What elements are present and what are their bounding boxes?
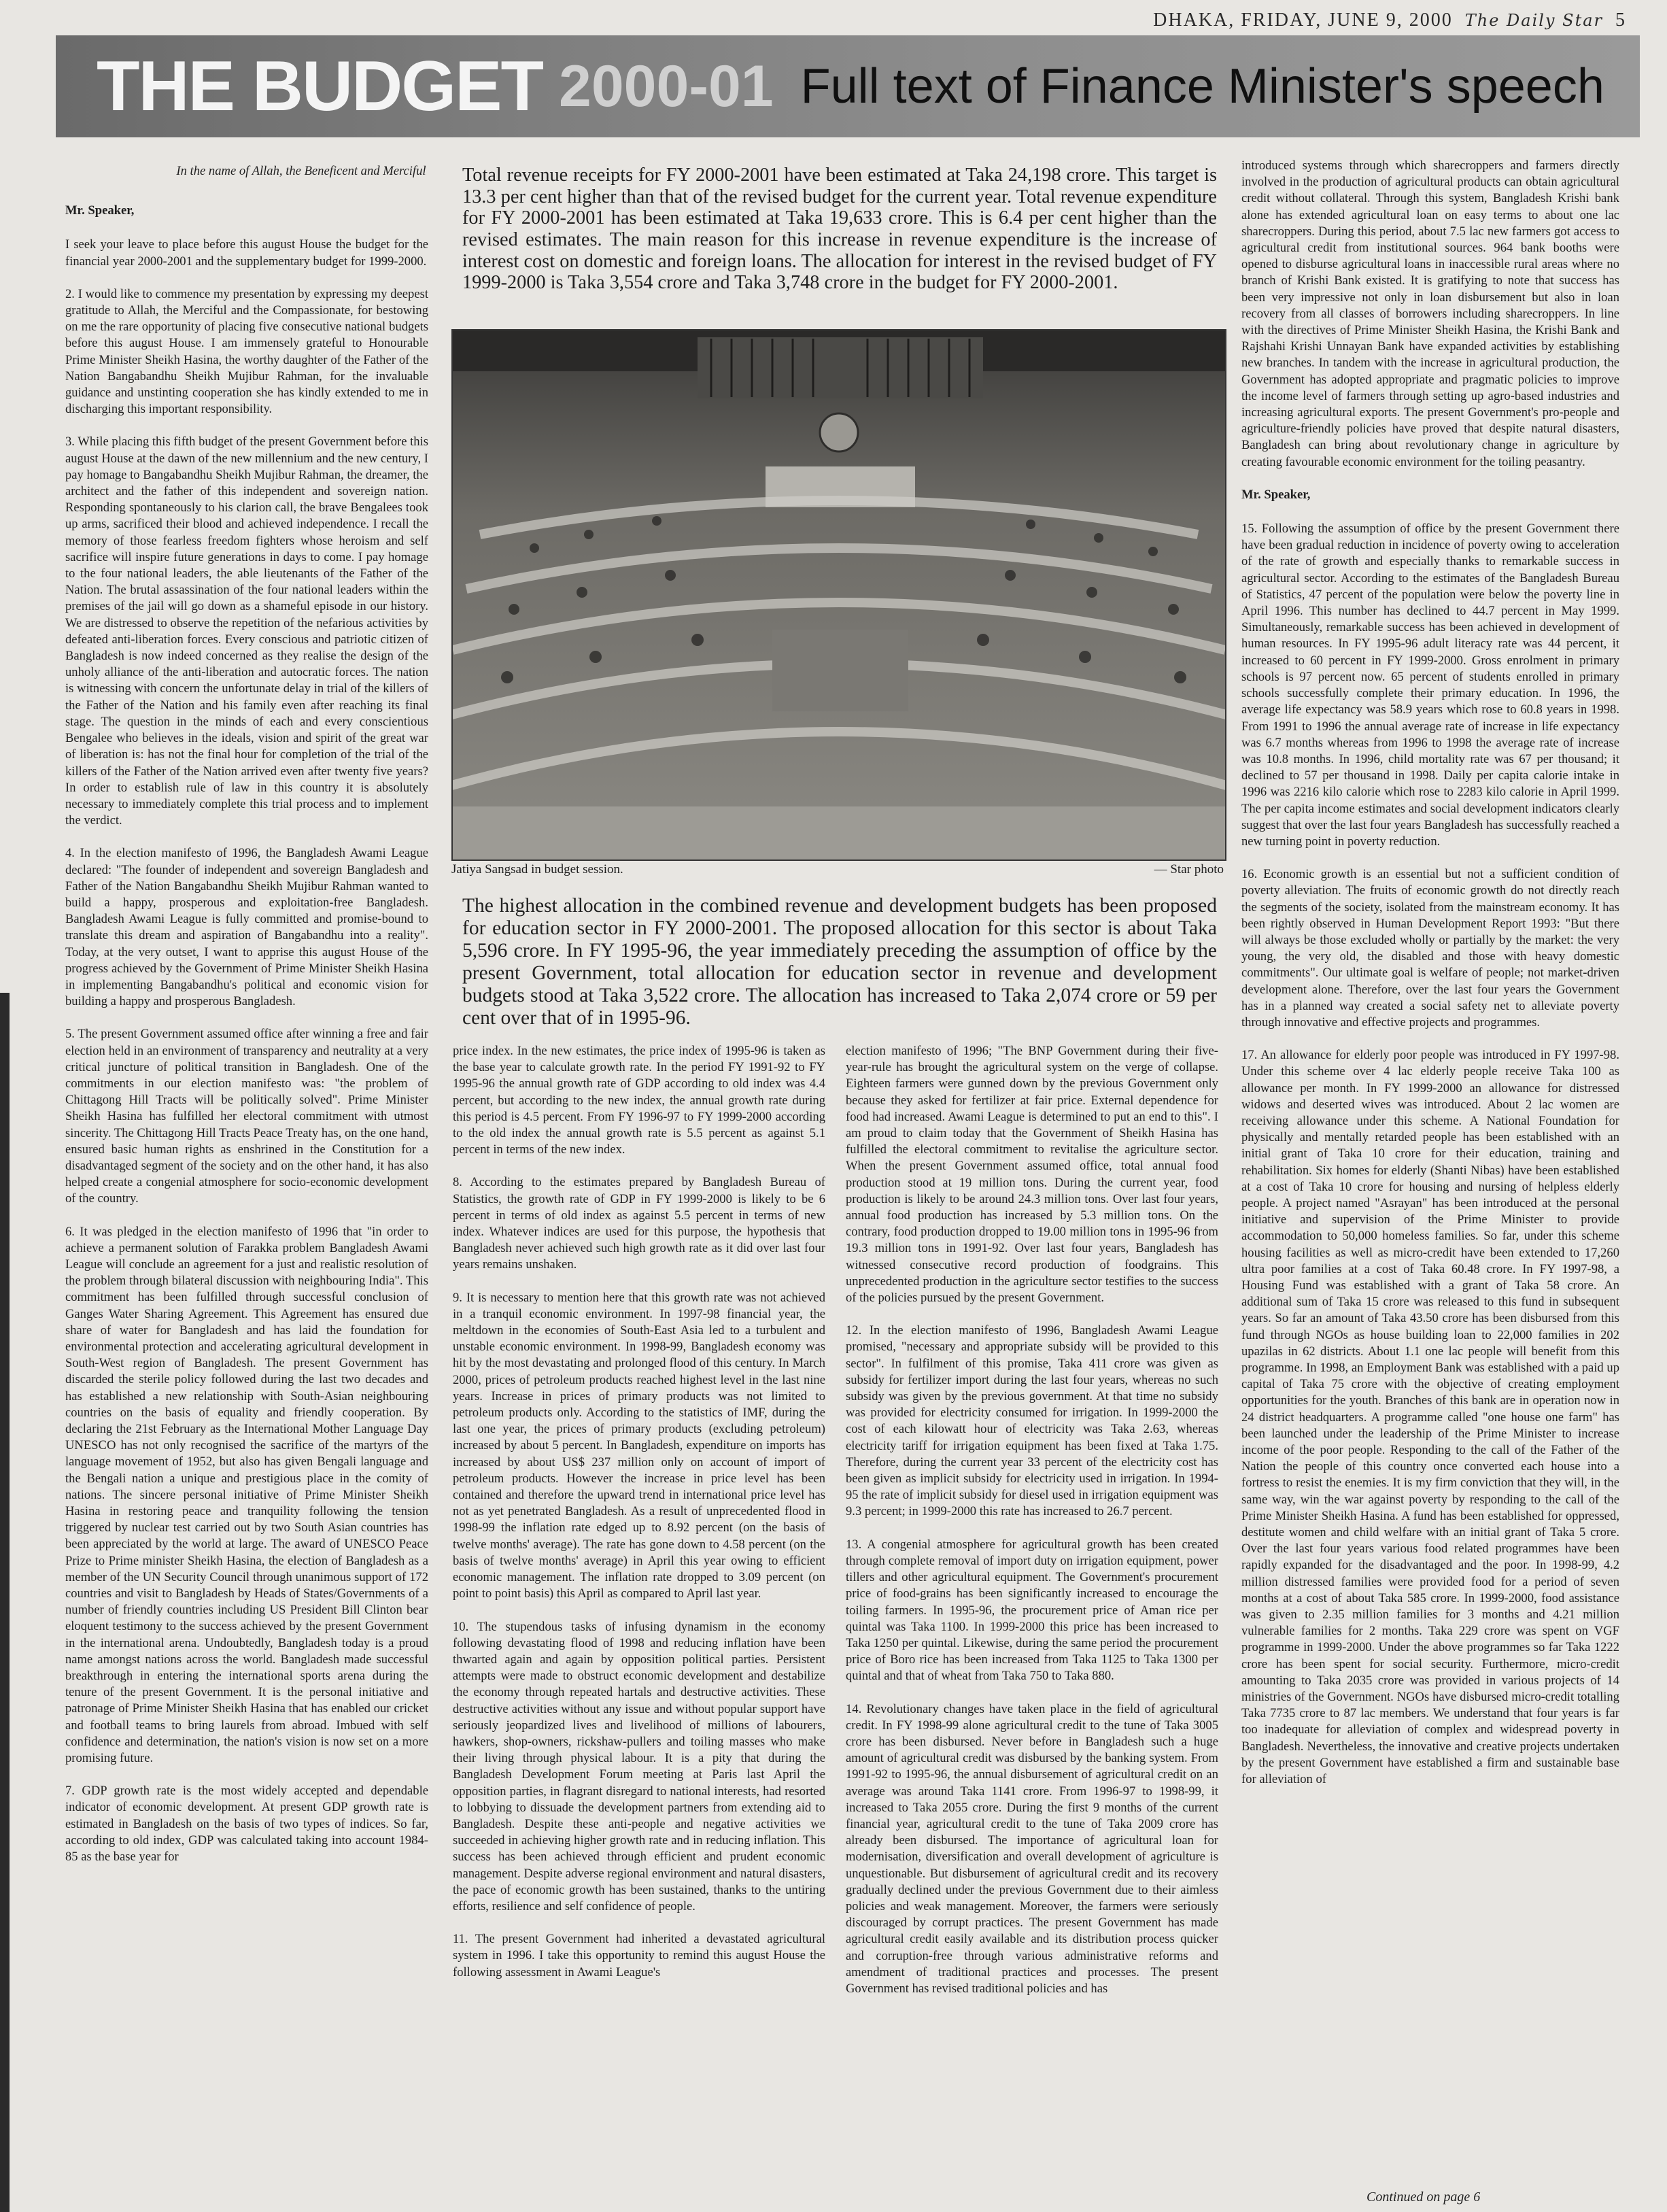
salutation: Mr. Speaker, <box>65 203 135 218</box>
paragraph: I seek your leave to place before this august House the budget for the financial year 2000-2001 and the supplementary budget for 1999-2000. <box>65 237 428 269</box>
paragraph: 12. In the election manifesto of 1996, Bangladesh Awami League promised, "necessary and appropriate subsidy will be provided to this sector". In fulfilment of this promise, Taka 411 crore was given as subsidy for fertilizer import during the last four years, whereas no such subsidy was given by the previous government. At that time no subsidy was provided for electricity consumed for irrigation. In 1999-2000 the cost of each kilowatt hour of electricity was Taka 2.63, whereas electricity tariff for irrigation equipment has been fixed at Taka 1.75. Therefore, during the current year 33 percent of the electricity cost has been given as implicit subsidy for electricity used in irrigation. In 1994-95 the rate of implicit subsidy for diesel used in irrigation equipment was 9.3 percent; in 1999-2000 this rate has increased to 26.7 percent. <box>846 1323 1218 1519</box>
paragraph: 4. In the election manifesto of 1996, the Bangladesh Awami League declared: "The founder of independent and sovereign Bangladesh and Father of the Nation Bangabandhu Sheikh Mujibur Rahman wanted to build a happy, prosperous and exploitation-free Bangladesh. Bangladesh Awami League is fully committed and promise-bound to translate this dream and aspiration of Bangabandhu into a reality". Today, at the very outset, I want to apprise this august House of the progress achieved by the Government of Prime Minister Sheikh Hasina in implementing Bangabandhu's political and economic vision for building a happy and prosperous Bangladesh. <box>65 846 428 1009</box>
paragraph: price index. In the new estimates, the price index of 1995-96 is taken as the base year to calculate growth rate. In the period FY 1991-92 to FY 1995-96 the annual growth rate of GDP according to old index was 4.4 percent, but according to the new index, the annual growth rate during this period is 4.5 percent. From FY 1996-97 to FY 1999-2000 according to the old index the annual growth rate is 5.5 percent as against 5.1 percent in terms of the new index. <box>453 1044 825 1157</box>
deck-education: The highest allocation in the combined revenue and development budgets has been proposed for education sector in FY 2000-2001. The proposed allocation for this sector is about Taka 5,596 crore. In FY 1995-96, the year immediately preceding the assumption of office by the present Government, total allocation for education sector in revenue and development budgets stood at Taka 3,522 crore. The allocation has increased to Taka 2,074 crore or 59 per cent over that of in 1995-96. <box>462 895 1217 1029</box>
photo-caption: Jatiya Sangsad in budget session. <box>451 862 623 877</box>
column-1 <box>65 163 428 2196</box>
photo-credit: — Star photo <box>1154 862 1224 877</box>
paragraph: 5. The present Government assumed office after winning a free and fair election held in an environment of transparency and neutrality at a very critical juncture of political transition in Bangladesh. One of the commitments in our election manifesto was: "the problem of Chittagong Hill Tracts will be politically solved". Prime Minister Sheikh Hasina has fulfilled her electoral commitment with utmost sincerity. The Chittagong Hill Tracts Peace Treaty has, on the one hand, ensured basic human rights as enshrined in the Constitution for a disadvantaged segment of the society and on the other hand, it has also helped create a congenial atmosphere for socio-economic development of the country. <box>65 1027 428 1206</box>
scan-edge-shadow <box>0 993 10 2212</box>
masthead-name: The Daily Star <box>1464 11 1603 30</box>
banner-headline: Full text of Finance Minister's speech <box>800 59 1604 114</box>
column-3 <box>846 1043 1218 2199</box>
paragraph: 8. According to the estimates prepared by Bangladesh Bureau of Statistics, the growth rate of GDP in FY 1999-2000 is likely to be 6 percent in terms of old index as against 5.5 percent in terms of new index. Whatever indices are used for this purpose, the hypothesis that Bangladesh never achieved such high growth rate as it did over last four years remains unshaken. <box>453 1175 825 1272</box>
column-4 <box>1241 158 1619 2184</box>
parliament-photo <box>451 329 1226 861</box>
paragraph: 17. An allowance for elderly poor people was introduced in FY 1997-98. Under this scheme over 4 lac elderly people receive Taka 100 as allowance per month. In FY 1999-2000 an allowance for distressed widows and deserted wives was introduced. About 2 lac women are receiving allowance under this scheme. A National Foundation for physically and mentally retarded people has been established with an initial grant of Taka 10 crore for their education, training and rehabilitation. Six homes for elderly (Shanti Nibas) have been established at a cost of Taka 10 crore for housing and nursing of helpless elderly people. A project named "Asrayan" has been introduced at the personal initiative and supervision of the Prime Minister to provide accommodation to 50,000 homeless families. So far, under this scheme housing facilities as well as micro-credit have been extended to 17,260 ultra poor families at a cost of Taka 60.48 crore. In FY 1997-98, a Housing Fund was established with a grant of Taka 58 crore. An additional sum of Taka 15 crore was released to this fund in subsequent years. So far an amount of Taka 43.50 crore has been disbursed from this fund through NGOs as house building loan to 22,000 families in 202 upazilas in 62 districts. About 1.1 one lac people will benefit from this programme. In 1998, an Employment Bank was established with a paid up capital of Taka 75 crore with the objective of creating employment opportunities for the youth. Branches of this bank are in operation now in 24 district headquarters. A programme called "one house one farm" has been launched under the leadership of the Prime Minister to increase income of the poor people. Responding to the call of the Father of the Nation the people of this country once converted each house into a fortress to resist the enemies. It is my firm conviction that they will, in the same way, win the war against poverty by responding to the call of the Prime Minister Sheikh Hasina. A fund has been established for oppressed, destitute women and child welfare with an initial grant of Taka 5 crore. Over the last four years various food related programmes have been rapidly expanded for the disadvantaged and the poor. In 1998-99, 4.2 million distressed families were provided food for a period of seven months at a cost of about Taka 585 crore. In 1999-2000, food assistance was given to 2.35 million families for 3 months and 4.21 million vulnerable families for 2 months. Taka 229 crore was spent on VGF programme in 1999-2000. Under the above programmes so far Taka 1222 crore has been spent for social security. Furthermore, micro-credit amounting to Taka 2035 crore was provided in various projects of 14 ministries of the Government. NGOs have disbursed micro-credit totalling Taka 7735 crore to 87 lac members. We understand that four years is far too inadequate for alleviation of complex and widespread poverty in Bangladesh. Nevertheless, the innovative and creative projects undertaken by the present Government have established a firm and sustainable base for alleviation of <box>1241 1048 1619 1787</box>
paragraph: 6. It was pledged in the election manifesto of 1996 that "in order to achieve a permanent solution of Farakka problem Bangladesh Awami League will conclude an agreement for a just and realistic resolution of the problem through bilateral discussion with neighbouring India". This commitment has been fulfilled through successful conclusion of Ganges Water Sharing Agreement. This Agreement has ensured due share of water for Bangladesh and has laid the foundation for environmental protection and accelerating agricultural development in South-West region of Bangladesh. The present Government has discarded the sterile policy followed during the last two decades and has established a new relationship with South-Asian neighbouring countries on the basis of equality and friendly cooperation. By declaring the 21st February as the International Mother Language Day UNESCO has not only recognised the sacrifice of the martyrs of the language movement of 1952, but also has given Bengali language and the Bengali nation a unique and prestigious place in the comity of nations. The sincere personal initiative of Prime Minister Sheikh Hasina in restoring peace and tranquility following the tension triggered by nuclear test carried out by two South Asian countries has been appreciated by the world at large. The award of UNESCO Peace Prize to Prime minister Sheikh Hasina, the election of Bangladesh as a member of the UN Security Council through unanimous support of 172 countries and visit to Bangladesh by Heads of States/Governments of a number of friendly countries including US President Bill Clinton bear eloquent testimony to the success achieved by the present Government in the international arena. Undoubtedly, Bangladesh today is a proud name amongst nations across the world. Bangladesh made successful breakthrough in entering the international sports arena during the tenure of the present Government. It is the personal initiative and patronage of Prime Minister Sheikh Hasina that has enabled our cricket and football teams to bring laurels from abroad. Imbued with self confidence and determination, the nation's vision is now set on a more promising future. <box>65 1224 428 1766</box>
paragraph: 9. It is necessary to mention here that this growth rate was not achieved in a tranquil economic environment. In 1997-98 financial year, the meltdown in the economies of South-East Asia led to a turbulent and unstable economic environment. In 1998-99, Bangladesh economy was hit by the most devastating and prolonged flood of this century. In March 2000, prices of petroleum products reached highest level in the last nine years. Increase in prices of primary products was not limited to petroleum products only. According to the statistics of IMF, during the last one year, the prices of primary products (excluding petroleum) increased by about 5 percent. In Bangladesh, expenditure on imports has increased by about US$ 237 million only on account of import of petroleum products. However the increase in price level has been contained and therefore the upward trend in international price level has not as yet penetrated Bangladesh. As a result of unprecedented flood in 1998-99 the inflation rate edged up to 8.92 percent (on the basis of twelve months' average). The rate has gone down to 4.58 percent (on the basis of twelve months' average) in April this year owing to efficient economic management. The inflation rate dropped to 3.09 percent (on point to point basis) this April as compared to April last year. <box>453 1290 825 1601</box>
continued-note: Continued on page 6 <box>1367 2190 1481 2205</box>
paragraph: 11. The present Government had inherited a devastated agricultural system in 1996. I take this opportunity to remind this august House the following assessment in Awami League's <box>453 1932 825 1979</box>
section-banner <box>56 35 1640 137</box>
photo-caption-row <box>451 862 1224 877</box>
paragraph: 14. Revolutionary changes have taken place in the field of agricultural credit. In FY 1998-99 alone agricultural credit to the tune of Taka 3005 crore has been disbursed. Never before in Bangladesh such a huge amount of agricultural credit was disbursed by the banking system. From 1991-92 to 1995-96, the annual disbursement of agricultural credit on an average was around Taka 1141 crore. From 1996-97 to 1998-99, it increased to Taka 2055 crore. During the first 9 months of the current financial year, agricultural credit to the tune of Taka 2009 crore has already been disbursed. The importance of agricultural loan for modernisation, diversification and overall development of agriculture is unquestionable. But disbursement of agricultural credit and its recovery gradually declined under the previous Government due to their aimless policies and weak management. Moreover, the farmers were seriously discouraged by corrupt practices. The present Government has made agricultural credit easily available and its distribution process quicker and corruption-free through various administrative reforms and amendment of traditional practices and processes. The present Government has revised traditional policies and has <box>846 1701 1218 1996</box>
dateline <box>1153 10 1626 31</box>
paragraph: 3. While placing this fifth budget of the present Government before this august House at the dawn of the new millennium and the new century, I pay homage to Bangabandhu Sheikh Mujibur Rahman, the dreamer, the architect and the father of this independent and sovereign nation. Responding spontaneously to his clarion call, the brave Bengalees took up arms, sacrificed their blood and achieved independence. I recall the memory of those fearless freedom fighters whose heroism and self sacrifice will inspire future generations in days to come. I pay homage to the four national leaders, the able lieutenants of the Father of the Nation. The brutal assassination of the four national leaders within the premises of the jail will go down as a shameful episode in our history. We are distressed to observe the repetition of the nefarious activities by defeated anti-liberation forces. Every conscious and patriotic citizen of Bangladesh is now indeed concerned as they realise the design of the unholy alliance of the anti-liberation and autocratic forces. The nation is witnessing with concern the unfortunate delay in trial of the killers of the Father of the Nation and his family even after reaching its final stage. The question in the minds of each and every conscientious Bengalee who believes in the ideals, vision and spirit of the great war of liberation is: has not the final hour for completion of the trial of the killers of the Father of the Nation arrived even after twenty five years? In order to establish rule of law in this country it is absolutely necessary to immediately complete this trial process and to implement the verdict. <box>65 435 428 828</box>
dateline-text: DHAKA, FRIDAY, JUNE 9, 2000 <box>1153 10 1453 31</box>
invocation: In the name of Allah, the Beneficent and Merciful <box>176 164 426 178</box>
parliament-session-image <box>453 330 1225 860</box>
paragraph: 7. GDP growth rate is the most widely accepted and dependable indicator of economic development. At present GDP growth rate is estimated in Bangladesh on the basis of two types of indices. So far, according to old index, GDP was calculated taking into account 1984-85 as the base year for <box>65 1784 428 1865</box>
paragraph: 13. A congenial atmosphere for agricultural growth has been created through complete removal of import duty on irrigation equipment, power tillers and other agricultural equipment. The Government's procurement price of food-grains has been significantly increased to encourage the toiling farmers. In 1995-96, the procurement price of Aman rice per quintal was Taka 1100. In 1999-2000 this price has been increased to Taka 1250 per quintal. Likewise, during the same period the procurement price of Boro rice has been increased from Taka 1125 to Taka 1300 per quintal and that of wheat from Taka 750 to Taka 880. <box>846 1537 1218 1684</box>
paragraph: election manifesto of 1996; "The BNP Government during their five-year-rule has brought the agricultural system on the verge of collapse. Eighteen farmers were gunned down by the previous Government only because they asked for fertilizer at fair price. External dependence for food had increased. Awami League is determined to put an end to this". I am proud to claim today that the Government of Sheikh Hasina has fulfilled the electoral commitment to revitalise the agriculture sector. When the present Government assumed office, total annual food production stood at 19 million tons. During the current year, food production is likely to be around 24.3 million tons. Over last four years, annual food production has increased by 5.3 million tons. On the contrary, food production dropped to 19.00 million tons in 1995-96 from 19.3 million tons in 1991-92. Over last four years, Bangladesh has witnessed consecutive record production of foodgrains. This unprecedented production in the agriculture sector testifies to the success of the policies pursued by the present Government. <box>846 1044 1218 1306</box>
deck-revenue: Total revenue receipts for FY 2000-2001 have been estimated at Taka 24,198 crore. This target is 13.3 per cent higher than that of the revised budget for the current year. Total revenue expenditure for FY 2000-2001 has been estimated at Taka 19,633 crore. This is 6.4 per cent higher than the revised estimates. The main reason for this increase in revenue expenditure is the increase of interest cost on domestic and foreign loans. The allocation for interest in the revised budget of FY 1999-2000 is Taka 3,554 crore and Taka 3,748 crore in the budget for FY 2000-2001. <box>462 165 1217 294</box>
salutation: Mr. Speaker, <box>1241 487 1311 502</box>
paragraph: 10. The stupendous tasks of infusing dynamism in the economy following devastating flood of 1998 and reducing inflation have been thwarted again and again by opposition political parties. Persistent attempts were made to obstruct economic development and destabilize the economy through repeated hartals and destructive activities. These destructive activities without any issue and without popular support have seriously jeopardized lives and livelihood of millions of labourers, hawkers, shop-owners, rickshaw-pullers and toiling masses who make their living through physical labour. It is a pity that during the Bangladesh Development Forum meeting at Paris last April the opposition parties, in flagrant disregard to national interests, had resorted to lobbying to dissuade the development partners from extending aid to Bangladesh. Despite these anti-people and negative activities we succeeded in achieving higher growth rate and in reducing inflation. This success has been achieved through efficient and prudent economic management. Despite adverse regional environment and natural disasters, the pace of economic growth has been sustained, thanks to the untiring efforts, resilience and self confidence of people. <box>453 1619 825 1913</box>
paragraph: 2. I would like to commence my presentation by expressing my deepest gratitude to Allah, the Merciful and the Compassionate, for bestowing on me the rare opportunity of placing five consecutive national budgets before this august House. I am immensely grateful to Honourable Prime Minister Sheikh Hasina, the worthy daughter of the Father of the Nation Bangabandhu Sheikh Mujibur Rahman, for the invaluable guidance and unstinting cooperation she has kindly extended to me in discharging this important responsibility. <box>65 286 428 417</box>
banner-title: THE BUDGET <box>97 46 543 126</box>
paragraph: 16. Economic growth is an essential but not a sufficient condition of poverty alleviation. The fruits of economic growth do not directly reach the segments of the society, isolated from the mainstream economy. It has been rightly observed in Human Development Report 1993: "But there will always be those excluded wholly or partially by the market: the very young, the very old, the disabled and those with heavy domestic commitments". Our ultimate goal is welfare of people; not market-driven development alone. Therefore, over the last four years the Government has in a planned way created a social safety net to alleviate poverty through innovative and effective projects and programmes. <box>1241 867 1619 1030</box>
paragraph: 15. Following the assumption of office by the present Government there have been gradual reduction in incidence of poverty owing to acceleration of the rate of growth and especially thanks to remarkable success in agricultural sector. According to the estimates of the Bangladesh Bureau of Statistics, 47 percent of the population were below the poverty line in April 1996. This number has declined to 44.7 percent in May 1999. Simultaneously, remarkable success has been achieved in development of human resources. In FY 1995-96 adult literacy rate was 44 percent, it increased to 60 percent in FY 1999-2000. Gross enrolment in primary schools is 97 percent now. 65 percent of students enrolled in primary schools successfully complete their primary education. In 1996, the average life expectancy was 58.9 years which rose to 60.8 years in 1998. From 1991 to 1996 the annual average rate of increase in life expectancy was 6.7 months whereas from 1996 to 1998 the average rate of increase was 10.8 months. In 1996, child mortality rate was 67 per thousand; it declined to 57 per thousand in 1998. Daily per capita calorie intake in 1996 was 2216 kilo calorie which rose to 2283 kilo calorie in April 1999. The per capita income estimates and social development indicators clearly suggest that over the last four years Bangladesh has successfully reached a new turning point in poverty reduction. <box>1241 522 1619 849</box>
banner-year: 2000-01 <box>559 53 774 119</box>
paragraph: introduced systems through which sharecroppers and farmers directly involved in the production of agricultural products can obtain agricultural credit without collateral. Through this system, Bangladesh Krishi bank alone has extended agricultural loan on easy terms to about one lac sharecroppers. During this period, about 7.5 lac new farmers got access to agricultural credit from institutional sources. 964 bank booths were opened to disburse agricultural loans in inaccessible rural areas where no branch of Krishi Bank existed. It is gratifying to note that success has been very impressive not only in loan disbursement but also in loan recovery from all classes of borrowers including sharecroppers. In line with the directives of Prime Minister Sheikh Hasina, the Krishi Bank and Rajshahi Krishi Unnayan Bank have expanded activities by establishing new branches. In tandem with the increase in agricultural production, the Government has adopted appropriate and pragmatic policies to improve the income level of farmers through setting up agro-based industries and increasing agricultural exports. The present Government's pro-people and agriculture-friendly policies have proved that despite natural disasters, Bangladesh can bring about revolutionary change in agriculture by creating favourable economic environment for the toiling peasantry. <box>1241 158 1619 469</box>
page-number: 5 <box>1615 10 1626 31</box>
column-2 <box>453 1043 825 2199</box>
